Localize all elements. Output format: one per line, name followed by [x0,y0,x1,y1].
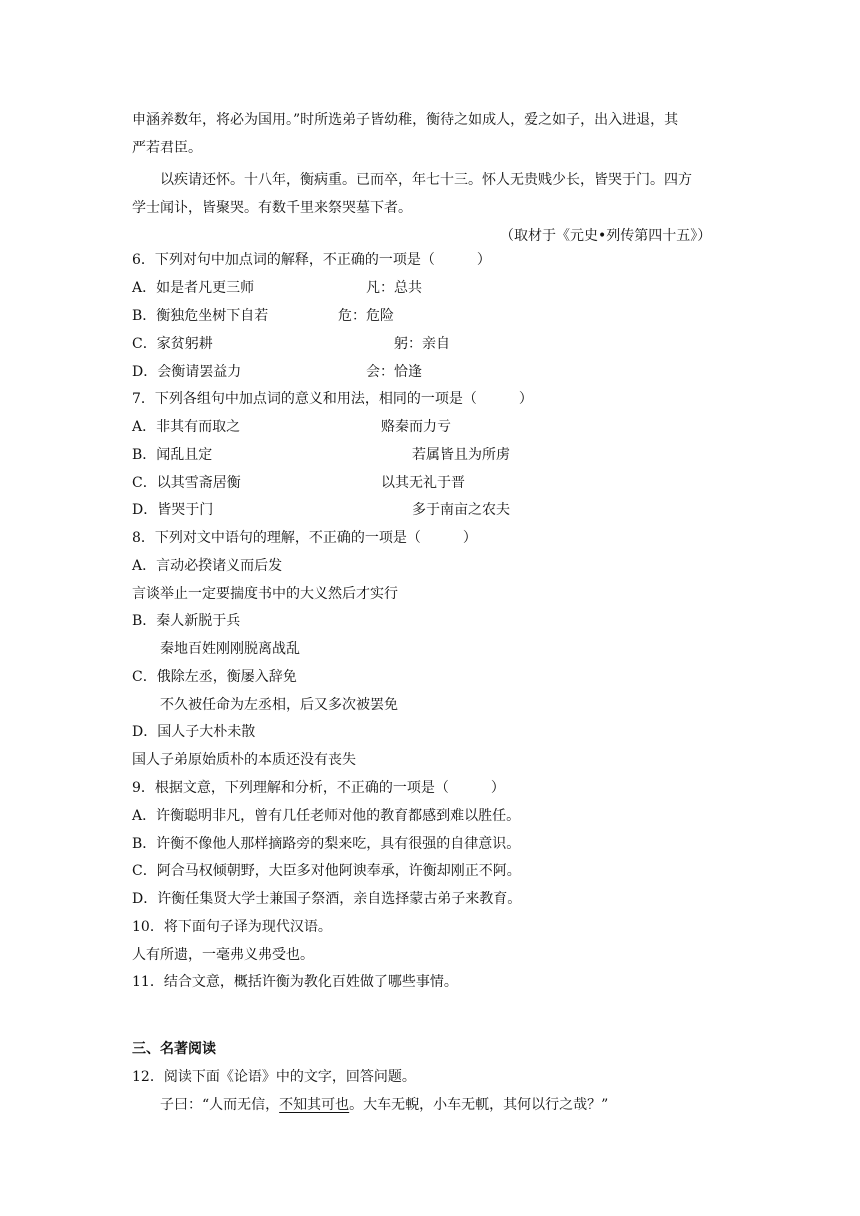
quote-before: 子曰：“人而无信， [160,1097,280,1113]
option-a: A．言动必揆诸义而后发 [132,558,283,574]
question-6-stem: 6．下列对句中加点词的解释，不正确的一项是（ ） [132,252,491,268]
option-explanation: 秦地百姓刚刚脱离战乱 [160,641,300,657]
translation-sentence: 人有所遗，一毫弗义弗受也。 [132,947,314,963]
section-title: 三、名著阅读 [132,1041,216,1057]
option-c: C．俄除左丞，衡屡入辞免 [132,669,297,685]
option-compare: 多于南亩之农夫 [412,502,510,518]
passage-line: 申涵养数年，将必为国用。”时所选弟子皆幼稚，衡待之如成人，爱之如子，出入进退，其 [132,112,679,128]
option-c: C．家贫躬耕 [132,336,213,352]
option-gloss: 会：恰逢 [366,364,422,380]
passage-line: 以疾请还怀。十八年，衡病重。已而卒，年七十三。怀人无贵贱少长，皆哭于门。四方 [160,172,692,188]
question-11-stem: 11．结合文意，概括许衡为教化百姓做了哪些事情。 [132,974,458,990]
passage-source: （取材于《元史•列传第四十五》） [500,228,712,244]
option-d: D．许衡任集贤大学士兼国子祭酒，亲自选择蒙古弟子来教育。 [132,891,522,907]
option-compare: 若属皆且为所虏 [412,447,510,463]
passage-line: 严若君臣。 [132,140,202,156]
option-gloss: 躬：亲自 [394,336,450,352]
option-gloss: 凡：总共 [366,280,422,296]
passage-line: 学士闻讣，皆聚哭。有数千里来祭哭墓下者。 [132,200,412,216]
option-d: D．国人子大朴未散 [132,724,256,740]
question-12-stem: 12．阅读下面《论语》中的文字，回答问题。 [132,1069,416,1085]
question-8-stem: 8．下列对文中语句的理解，不正确的一项是（ ） [132,530,477,546]
option-compare: 以其无礼于晋 [381,475,465,491]
option-compare: 赂秦而力亏 [381,419,451,435]
option-gloss: 危：危险 [338,308,394,324]
option-d: D．皆哭于门 [132,502,214,518]
option-b: B．秦人新脱于兵 [132,613,241,629]
option-b: B．闻乱且定 [132,447,213,463]
option-b: B．许衡不像他人那样摘路旁的梨来吃，具有很强的自律意识。 [132,836,521,852]
option-explanation: 言谈举止一定要揣度书中的大义然后才实行 [132,586,398,602]
option-a: A．许衡聪明非凡，曾有几任老师对他的教育都感到难以胜任。 [132,808,521,824]
quote-after: 。大车无輗，小车无軏，其何以行之哉？” [349,1097,609,1113]
question-9-stem: 9．根据文意，下列理解和分析，不正确的一项是（ ） [132,780,505,796]
option-c: C．阿合马权倾朝野，大臣多对他阿谀奉承，许衡却刚正不阿。 [132,863,521,879]
question-10-stem: 10．将下面句子译为现代汉语。 [132,919,332,935]
option-explanation: 不久被任命为左丞相，后又多次被罢免 [160,697,398,713]
quote-line [160,1095,608,1115]
option-d: D．会衡请罢益力 [132,364,242,380]
option-explanation: 国人子弟原始质朴的本质还没有丧失 [132,752,356,768]
option-a: A．非其有而取之 [132,419,241,435]
question-7-stem: 7．下列各组句中加点词的意义和用法，相同的一项是（ ） [132,391,533,407]
quote-underlined: 不知其可也 [279,1097,350,1113]
option-c: C．以其雪斋居衡 [132,475,241,491]
option-a: A．如是者凡更三师 [132,280,255,296]
option-b: B．衡独危坐树下自若 [132,308,269,324]
